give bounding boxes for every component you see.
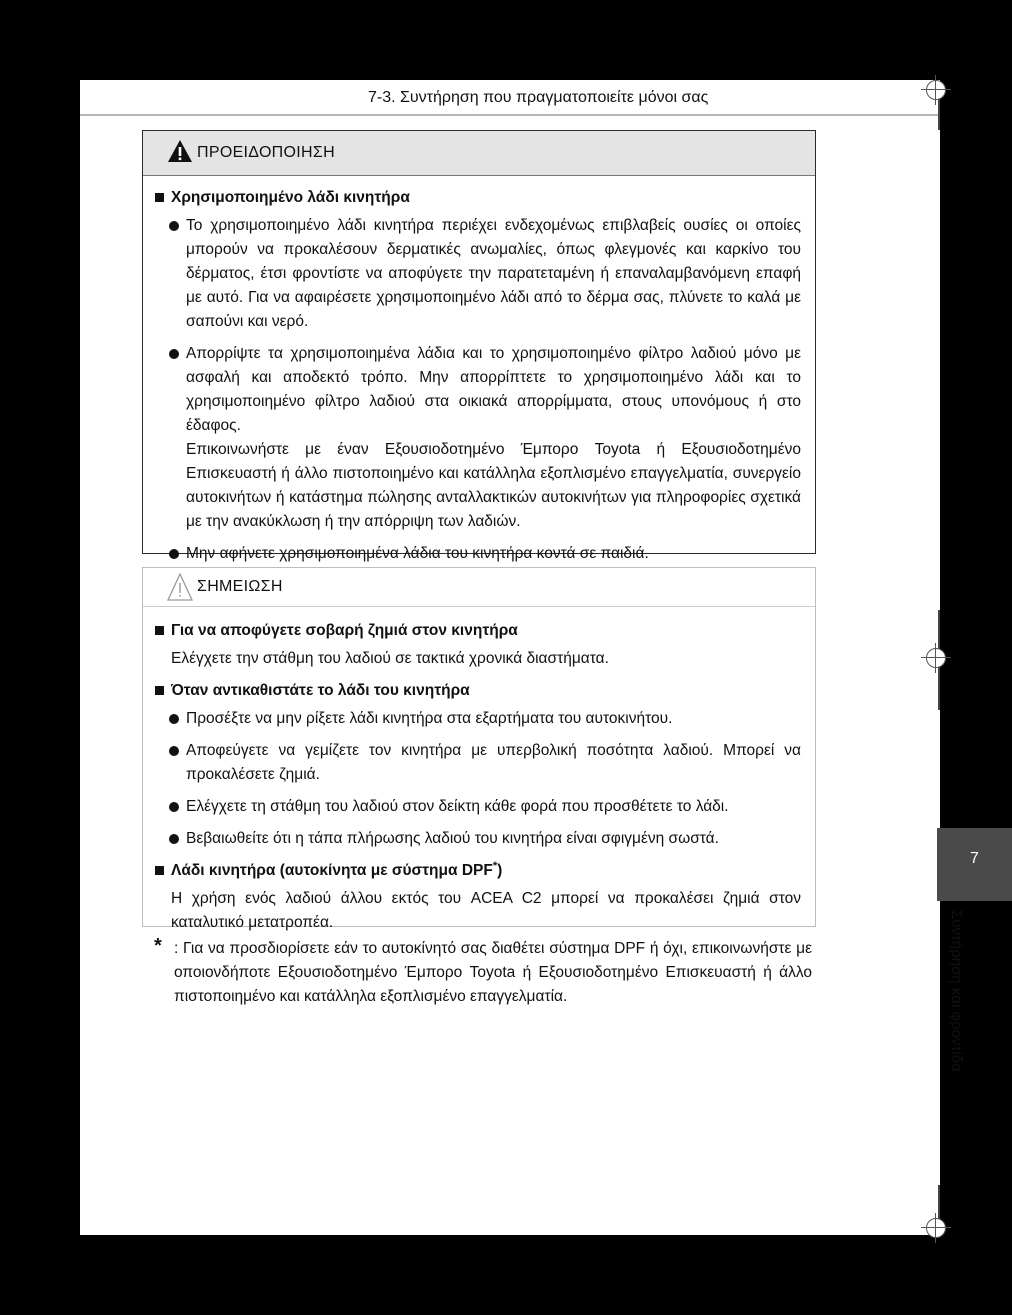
section-title: 7-3. Συντήρηση που πραγματοποιείτε μόνοι σας [368, 89, 709, 106]
square-bullet-icon [155, 626, 164, 635]
notice-triangle-icon [167, 572, 193, 602]
warning-heading: Χρησιμοποιημένο λάδι κινητήρα [155, 186, 801, 210]
registration-mark-icon [926, 80, 946, 100]
note-bullet: Ελέγχετε τη στάθμη του λαδιού στον δείκτη κάθε φορά που προσθέτετε το λάδι. [155, 795, 801, 819]
warning-header [143, 131, 815, 176]
note-text: Ελέγχετε την στάθμη του λαδιού σε τακτικά χρονικά διαστήματα. [171, 650, 609, 667]
round-bullet-icon [169, 714, 179, 724]
note-header [143, 568, 815, 607]
note-bullet: Αποφεύγετε να γεμίζετε τον κινητήρα με υπερβολική ποσότητα λαδιού. Μπορεί να προκαλέσετε ζημιά. [155, 739, 801, 787]
warning-bullet: Απορρίψτε τα χρησιμοποιημένα λάδια και το χρησιμοποιημένο φίλτρο λαδιού μόνο με ασφαλή και αποδεκτό τρόπο. Μην απορρίπτετε το χρησιμοποιημένο λάδι και το χρησιμοποιημένο φίλτρο λαδιού στα οικιακά απορρίμματα, στους υπονόμους ή στο έδαφος. Επικοινωνήστε με έναν Εξουσιοδοτημένο Έμπορο Toyota ή Εξουσιοδοτημένο Επισκευαστή ή άλλο πιστοποιημένο και κατάλληλα εξοπλισμένο επαγγελματία, συνεργείο αυτοκινήτων ή κατάστημα πώλησης ανταλλακτικών αυτοκινήτων για πληροφορίες σχετικά με την ανακύκλωση ή την απόρριψη των λαδιών. [155, 342, 801, 534]
warning-box [142, 130, 816, 562]
chapter-tab [937, 828, 1012, 901]
square-bullet-icon [155, 193, 164, 202]
note-bullet: Βεβαιωθείτε ότι η τάπα πλήρωσης λαδιού του κινητήρα είναι σφιγμένη σωστά. [155, 827, 801, 851]
note-box [142, 567, 816, 931]
page-header [80, 80, 940, 116]
note-heading: Όταν αντικαθιστάτε το λάδι του κινητήρα [155, 679, 801, 703]
registration-mark-icon [926, 648, 946, 668]
note-text: Η χρήση ενός λαδιού άλλου εκτός του ACEA C2 μπορεί να προκαλέσει ζημιά στον καταλυτικό μετατροπέα. [171, 890, 801, 931]
note-title: ΣΗΜΕΙΩΣΗ [197, 578, 283, 595]
round-bullet-icon [169, 834, 179, 844]
chapter-number: 7 [970, 850, 979, 867]
warning-bullet: Μην αφήνετε χρησιμοποιημένα λάδια του κινητήρα κοντά σε παιδιά. [155, 542, 801, 566]
round-bullet-icon [169, 746, 179, 756]
manual-page [80, 80, 979, 1235]
round-bullet-icon [169, 802, 179, 812]
square-bullet-icon [155, 866, 164, 875]
note-bullet: Προσέξτε να μην ρίξετε λάδι κινητήρα στα εξαρτήματα του αυτοκινήτου. [155, 707, 801, 731]
note-heading: Για να αποφύγετε σοβαρή ζημιά στον κινητήρα [155, 619, 801, 643]
round-bullet-icon [169, 549, 179, 559]
registration-mark-icon [926, 1218, 946, 1238]
round-bullet-icon [169, 349, 179, 359]
footnote-marker: * [154, 935, 162, 957]
warning-title: ΠΡΟΕΙΔΟΠΟΙΗΣΗ [197, 144, 335, 161]
warning-bullet: Το χρησιμοποιημένο λάδι κινητήρα περιέχει ενδεχομένως επιβλαβείς ουσίες οι οποίες μπορούν να προκαλέσουν δερματικές ανωμαλίες, όπως φλεγμονές και καρκίνο του δέρματος, έτσι φροντίστε να αποφύγετε την παρατεταμένη ή επαναλαμβανόμενη επαφή με αυτό. Για να αφαιρέσετε χρησιμοποιημένο λάδι από το δέρμα σας, πλύνετε το καλά με σαπούνι και νερό. [155, 214, 801, 334]
note-heading: Λάδι κινητήρα (αυτοκίνητα με σύστημα DPF*) [155, 859, 801, 883]
round-bullet-icon [169, 221, 179, 231]
warning-triangle-icon [167, 139, 193, 163]
chapter-label: Συντήρηση και φροντίδα [948, 910, 965, 1072]
footnote: * : Για να προσδιορίσετε εάν το αυτοκίνητό σας διαθέτει σύστημα DPF ή όχι, επικοινωνήστε με οποιονδήποτε Εξουσιοδοτημένο Έμπορο Toyota ή Εξουσιοδοτημένο Επισκευαστή ή άλλο πιστοποιημένο και κατάλληλα εξοπλισμένο επαγγελματία. [154, 935, 812, 1005]
square-bullet-icon [155, 686, 164, 695]
